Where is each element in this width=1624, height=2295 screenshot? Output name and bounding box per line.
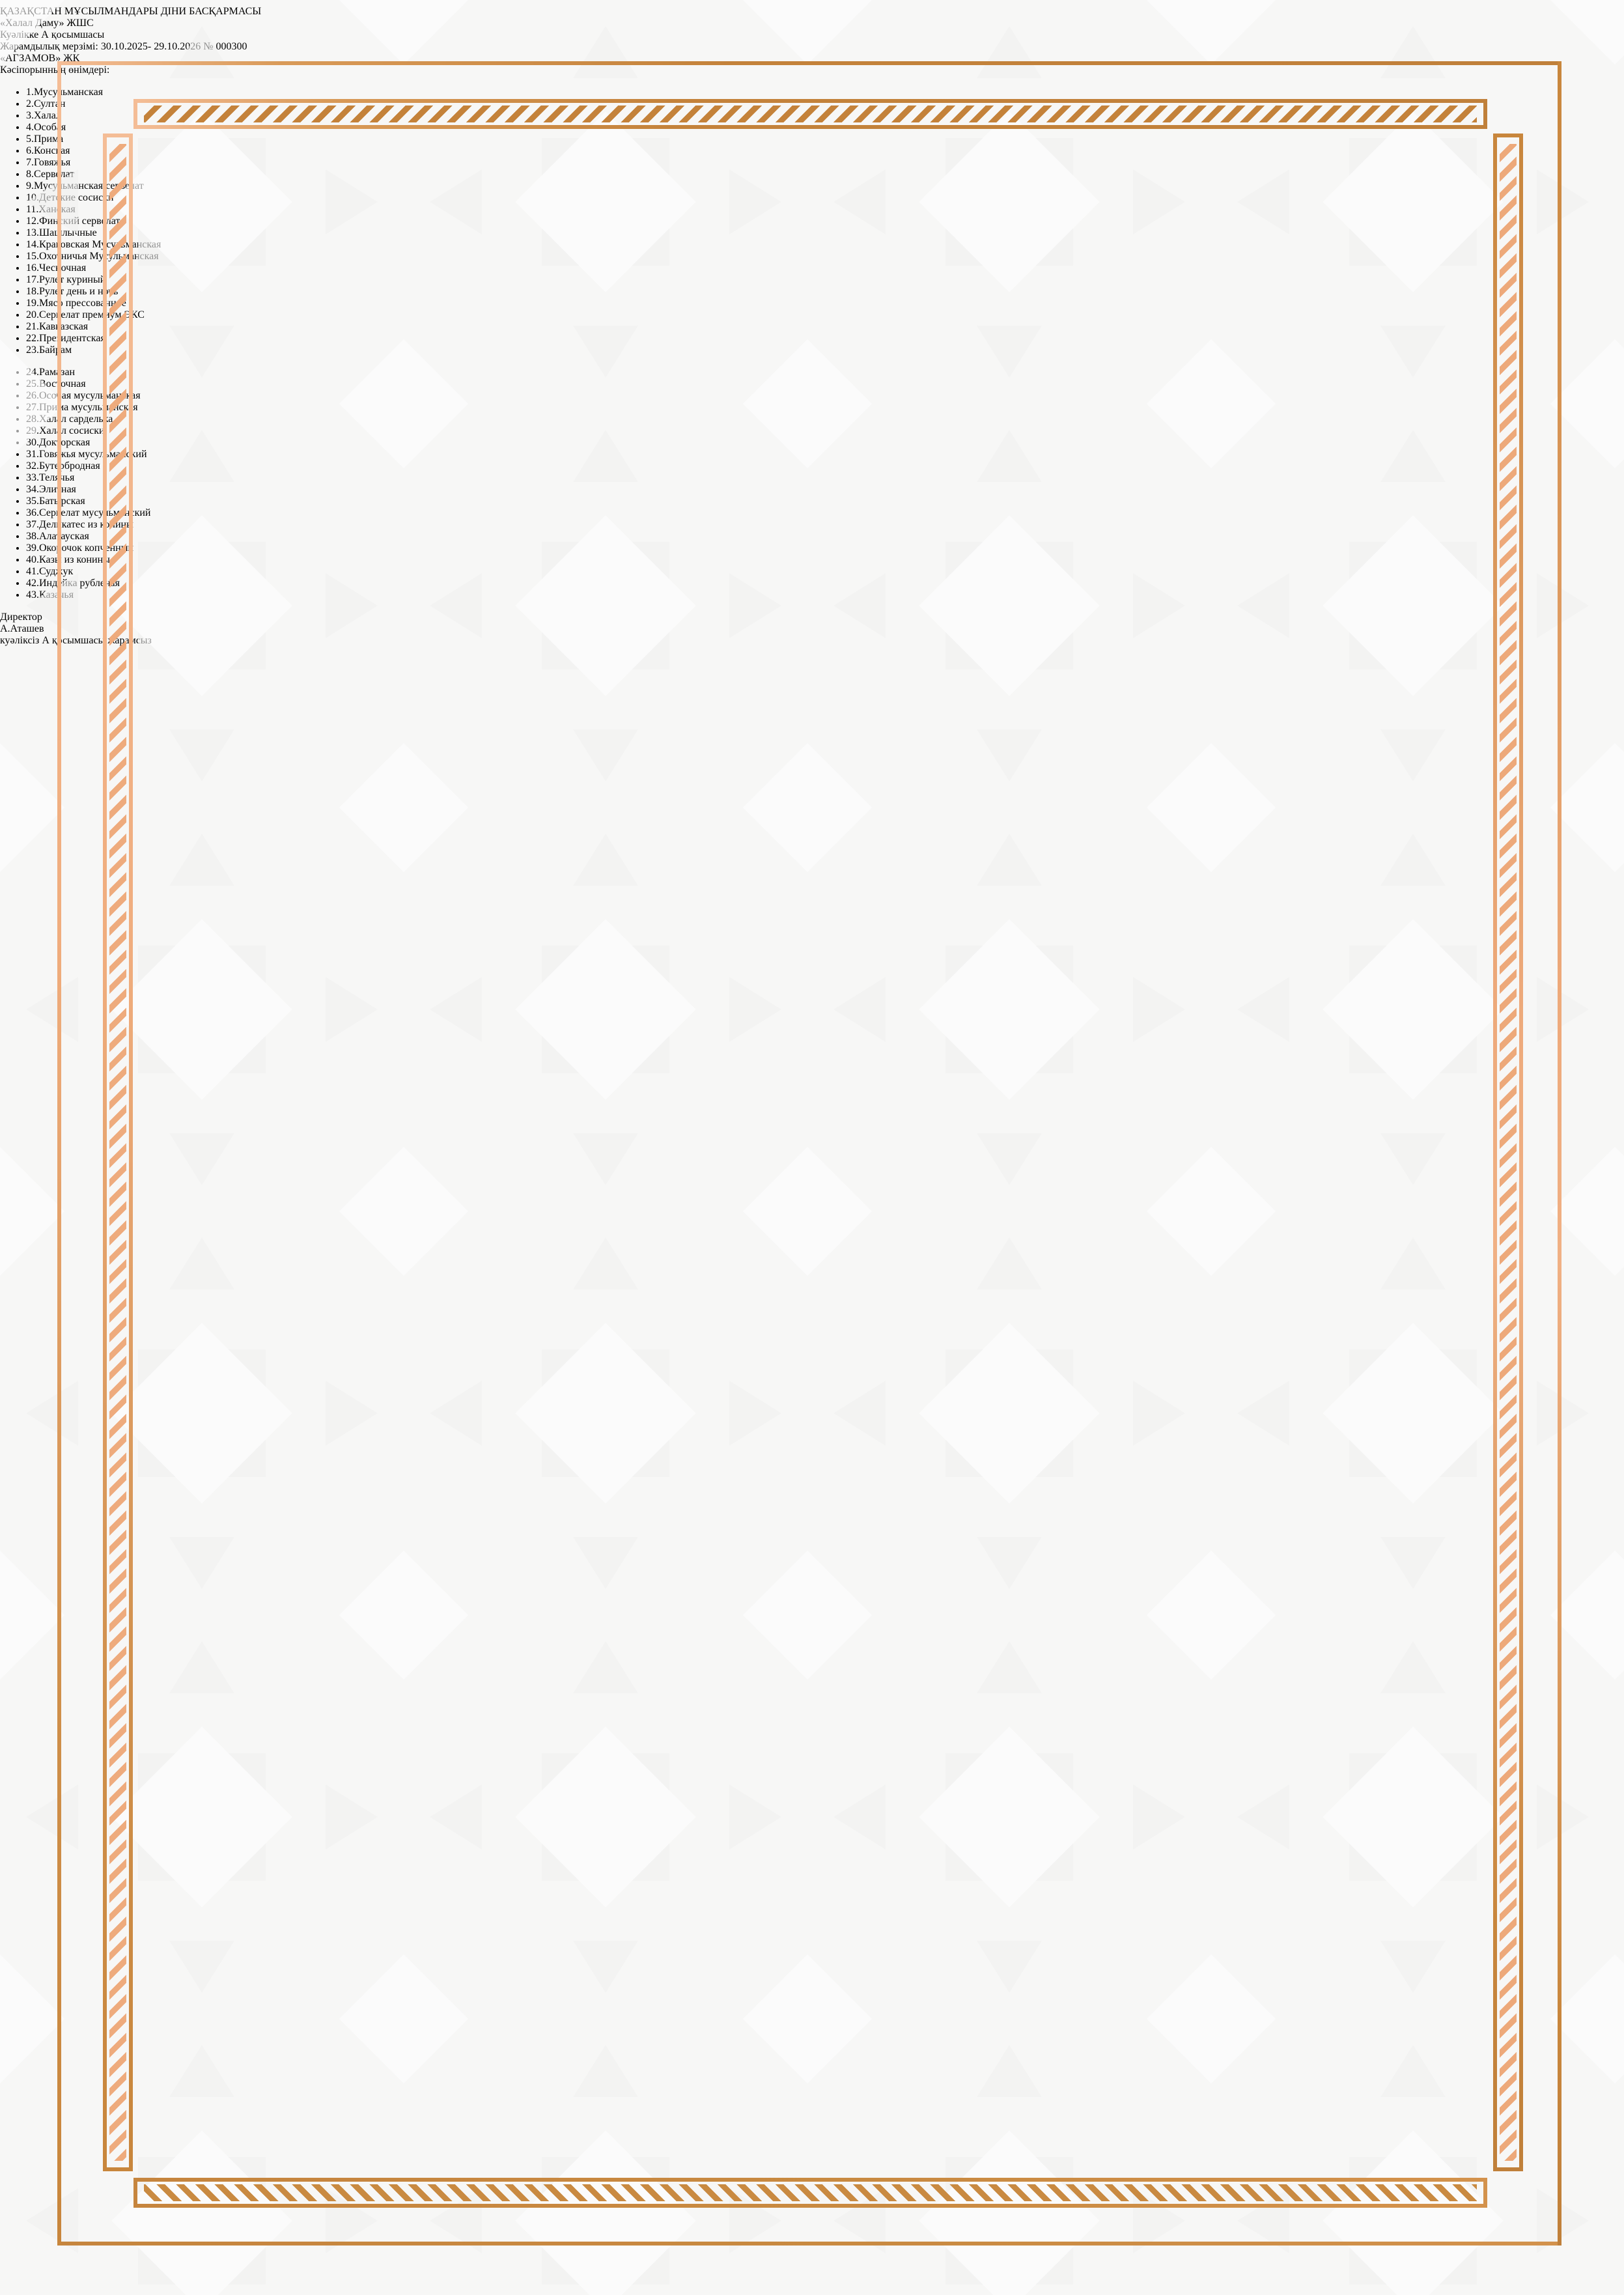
frame-outer-top: [57, 61, 1561, 65]
frame-outer-bottom: [57, 2242, 1561, 2246]
frame-hatch-band-bottom: [133, 2178, 1487, 2208]
frame-hatch-band-top: [133, 99, 1487, 129]
frame-hatch-band-left: [103, 134, 133, 2171]
frame-outer-left: [57, 61, 61, 2246]
frame-hatch-band-right: [1493, 134, 1523, 2171]
frame-outer-right: [1558, 61, 1561, 2246]
